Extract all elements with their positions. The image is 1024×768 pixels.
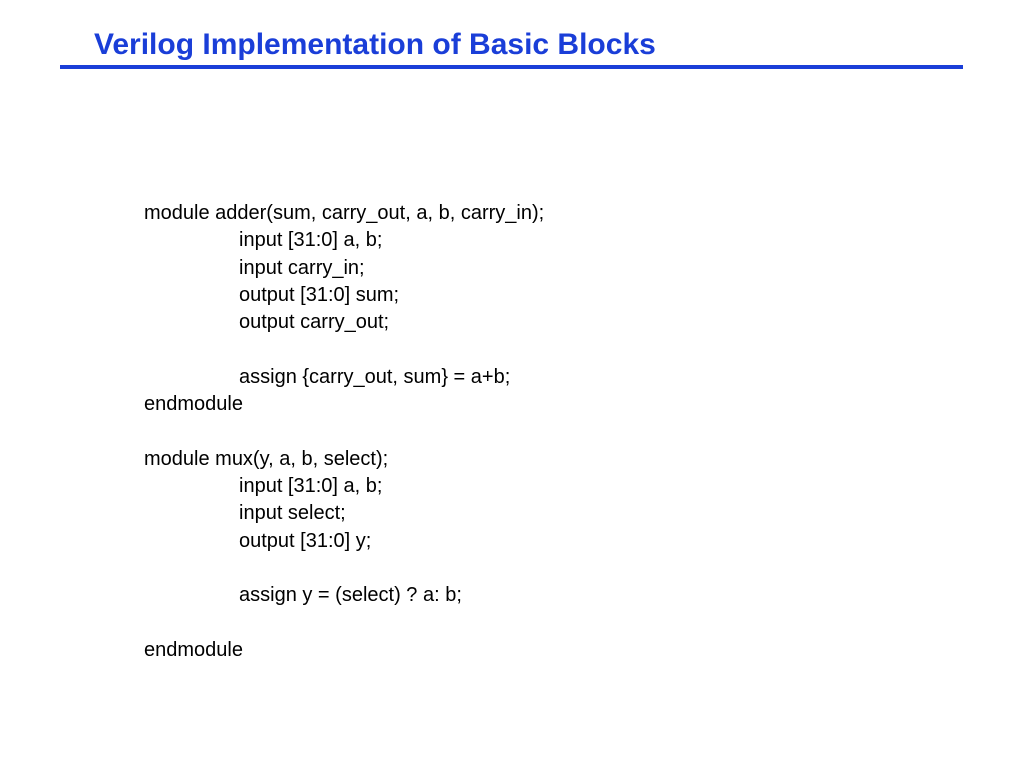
code-line: input select; — [239, 502, 346, 525]
code-line: assign y = (select) ? a: b; — [239, 584, 462, 607]
code-line-blank — [144, 336, 544, 363]
code-line: input [31:0] a, b; — [239, 229, 383, 252]
code-line: output [31:0] sum; — [239, 283, 400, 306]
code-line-blank — [144, 609, 544, 636]
code-line: assign {carry_out, sum} = a+b; — [239, 365, 511, 388]
code-line: endmodule — [144, 638, 243, 661]
code-line: endmodule — [144, 393, 243, 416]
code-line: input [31:0] a, b; — [239, 474, 383, 497]
code-line-blank — [144, 555, 544, 582]
title-underline — [60, 65, 963, 69]
code-line: output [31:0] y; — [239, 529, 372, 552]
code-line: module mux(y, a, b, select); — [144, 447, 389, 470]
code-line: input carry_in; — [239, 256, 365, 279]
slide-title: Verilog Implementation of Basic Blocks — [94, 28, 656, 61]
code-line: output carry_out; — [239, 311, 390, 334]
verilog-code-block — [144, 200, 544, 664]
code-line: module adder(sum, carry_out, a, b, carry_in); — [144, 202, 545, 224]
code-line-blank — [144, 418, 544, 445]
